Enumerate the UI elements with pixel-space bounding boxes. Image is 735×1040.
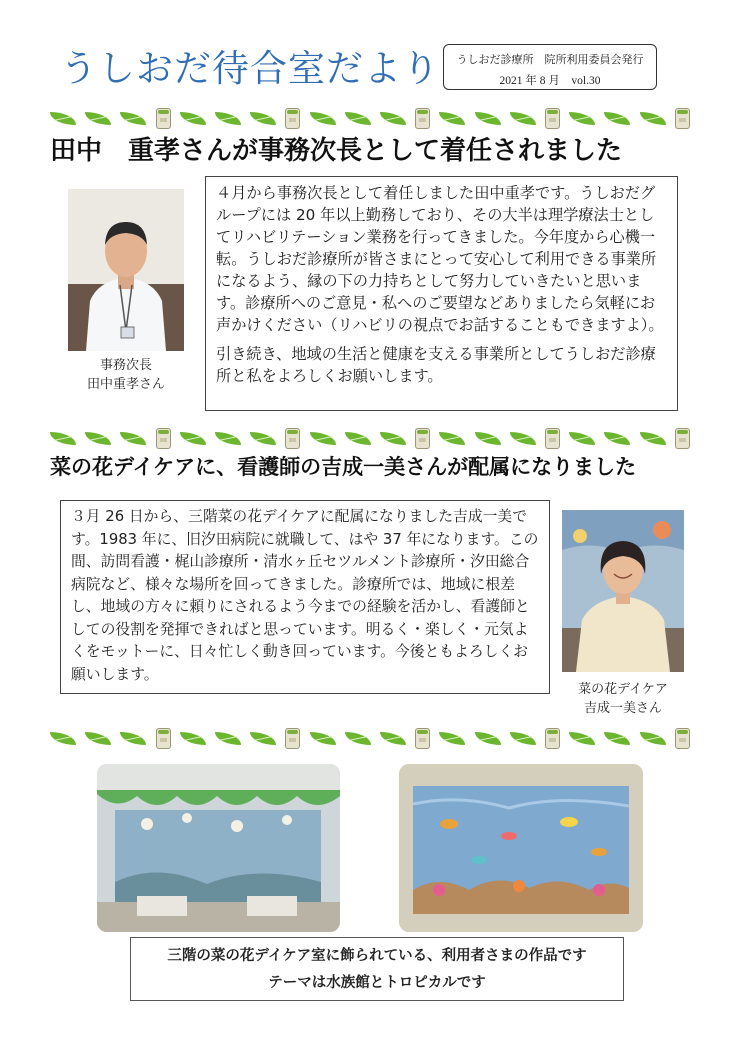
leaf-icon: [604, 112, 630, 125]
leaf-icon: [345, 432, 371, 445]
leaf-icon: [50, 732, 76, 745]
leaf-icon: [569, 112, 595, 125]
tea-cup-icon: [545, 728, 560, 749]
tanaka-caption: [58, 356, 194, 394]
leaf-icon: [180, 732, 206, 745]
leaf-icon: [120, 112, 146, 125]
aquarium-wall-illustration: [97, 764, 340, 932]
tea-cup-icon: [156, 728, 171, 749]
daycare-room-photo: [97, 764, 340, 932]
article2-text-box: [60, 500, 550, 694]
leaf-icon: [85, 732, 111, 745]
article1-heading: 田中 重孝さんが事務次長として着任されました: [50, 136, 623, 166]
leaf-icon: [604, 732, 630, 745]
leaf-icon: [85, 432, 111, 445]
tea-cup-icon: [285, 728, 300, 749]
leaf-icon: [510, 732, 536, 745]
article1-paragraph: ４月から事務次長として着任しました田中重孝です。うしおだグループには 20 年以上勤務しており、その大半は理学療法士としてリハビリテーション業務を行ってきました。今年度から心機一転。うしおだ診療所が皆さまにとって安心して利用できる事業所になるよう、縁の下の力持ちとして努力していきたいと思います。診療所へのご意見・私へのご要望などありましたら気軽にお声かけください（リハビリの視点でお話することもできますよ）。: [216, 184, 664, 334]
leaf-icon: [215, 432, 241, 445]
leaf-icon: [120, 432, 146, 445]
leaf-icon: [50, 112, 76, 125]
yoshinari-photo: [562, 510, 684, 672]
tea-cup-icon: [285, 428, 300, 449]
caption-name: 田中重孝さん: [86, 377, 165, 392]
leaf-icon: [439, 432, 465, 445]
leaf-icon: [640, 112, 666, 125]
tea-cup-icon: [545, 428, 560, 449]
tea-cup-icon: [285, 108, 300, 129]
leaf-icon: [180, 432, 206, 445]
caption-role: 菜の花デイケア: [578, 682, 668, 697]
leaf-icon: [475, 432, 501, 445]
person-photo-illustration: [68, 189, 184, 351]
leaf-icon: [380, 112, 406, 125]
leaf-divider: [50, 106, 690, 130]
leaf-icon: [439, 732, 465, 745]
issue-info: 2021 年 8 月 vol.30: [499, 75, 601, 87]
leaf-icon: [250, 112, 276, 125]
leaf-icon: [640, 732, 666, 745]
leaf-icon: [380, 732, 406, 745]
yoshinari-caption: [553, 680, 693, 718]
caption-role: 事務次長: [99, 358, 152, 373]
leaf-icon: [345, 112, 371, 125]
caption-name: 吉成一美さん: [583, 701, 662, 716]
leaf-icon: [510, 112, 536, 125]
gallery-caption-box: [130, 937, 624, 1001]
leaf-icon: [604, 432, 630, 445]
leaf-icon: [310, 112, 336, 125]
leaf-icon: [475, 112, 501, 125]
gallery-caption-line: テーマは水族館とトロピカルです: [268, 975, 486, 991]
leaf-icon: [439, 112, 465, 125]
issuer-text: うしおだ診療所 院所利用委員会発行: [456, 53, 644, 66]
tea-cup-icon: [675, 728, 690, 749]
leaf-icon: [380, 432, 406, 445]
tea-cup-icon: [156, 428, 171, 449]
leaf-icon: [569, 732, 595, 745]
leaf-icon: [120, 732, 146, 745]
tea-cup-icon: [156, 108, 171, 129]
article2-paragraph: ３月 26 日から、三階菜の花デイケアに配属になりました吉成一美です。1983 年に、旧汐田病院に就職して、はや 37 年になります。この間、訪問看護・梶山診療所・清水ヶ丘セツルメント診療所・汐田総合病院など、様々な場所を回ってきました。診療所では、地域に根差し、地域の方々に頼りにされるよう今までの経験を活かし、看護師としての役割を発揮できればと思っています。明るく・楽しく・元気よくをモットーに、日々忙しく動き回っています。今後ともよろしくお願いします。: [71, 508, 539, 683]
tea-cup-icon: [545, 108, 560, 129]
aquarium-artwork-photo: [399, 764, 643, 932]
leaf-icon: [475, 732, 501, 745]
leaf-icon: [250, 432, 276, 445]
tea-cup-icon: [675, 428, 690, 449]
person-photo-illustration: [562, 510, 684, 672]
leaf-icon: [510, 432, 536, 445]
leaf-icon: [215, 112, 241, 125]
tea-cup-icon: [675, 108, 690, 129]
newsletter-title: うしおだ待合室だより: [60, 47, 440, 90]
issuer-box: [443, 44, 657, 90]
article1-paragraph: 引き続き、地域の生活と健康を支える事業所としてうしおだ診療所と私をよろしくお願いします。: [216, 345, 656, 385]
leaf-icon: [180, 112, 206, 125]
leaf-icon: [310, 432, 336, 445]
leaf-icon: [50, 432, 76, 445]
tanaka-photo: [68, 189, 184, 351]
leaf-icon: [640, 432, 666, 445]
tea-cup-icon: [415, 108, 430, 129]
leaf-icon: [345, 732, 371, 745]
leaf-icon: [215, 732, 241, 745]
leaf-icon: [85, 112, 111, 125]
article1-text-box: [205, 176, 678, 411]
leaf-icon: [310, 732, 336, 745]
tea-cup-icon: [415, 428, 430, 449]
tea-cup-icon: [415, 728, 430, 749]
leaf-icon: [250, 732, 276, 745]
leaf-divider: [50, 726, 690, 750]
leaf-divider: [50, 426, 690, 450]
leaf-icon: [569, 432, 595, 445]
aquarium-artwork-illustration: [399, 764, 643, 932]
article2-heading: 菜の花デイケアに、看護師の吉成一美さんが配属になりました: [50, 455, 637, 479]
gallery-caption-line: 三階の菜の花デイケア室に飾られている、利用者さまの作品です: [167, 948, 587, 964]
